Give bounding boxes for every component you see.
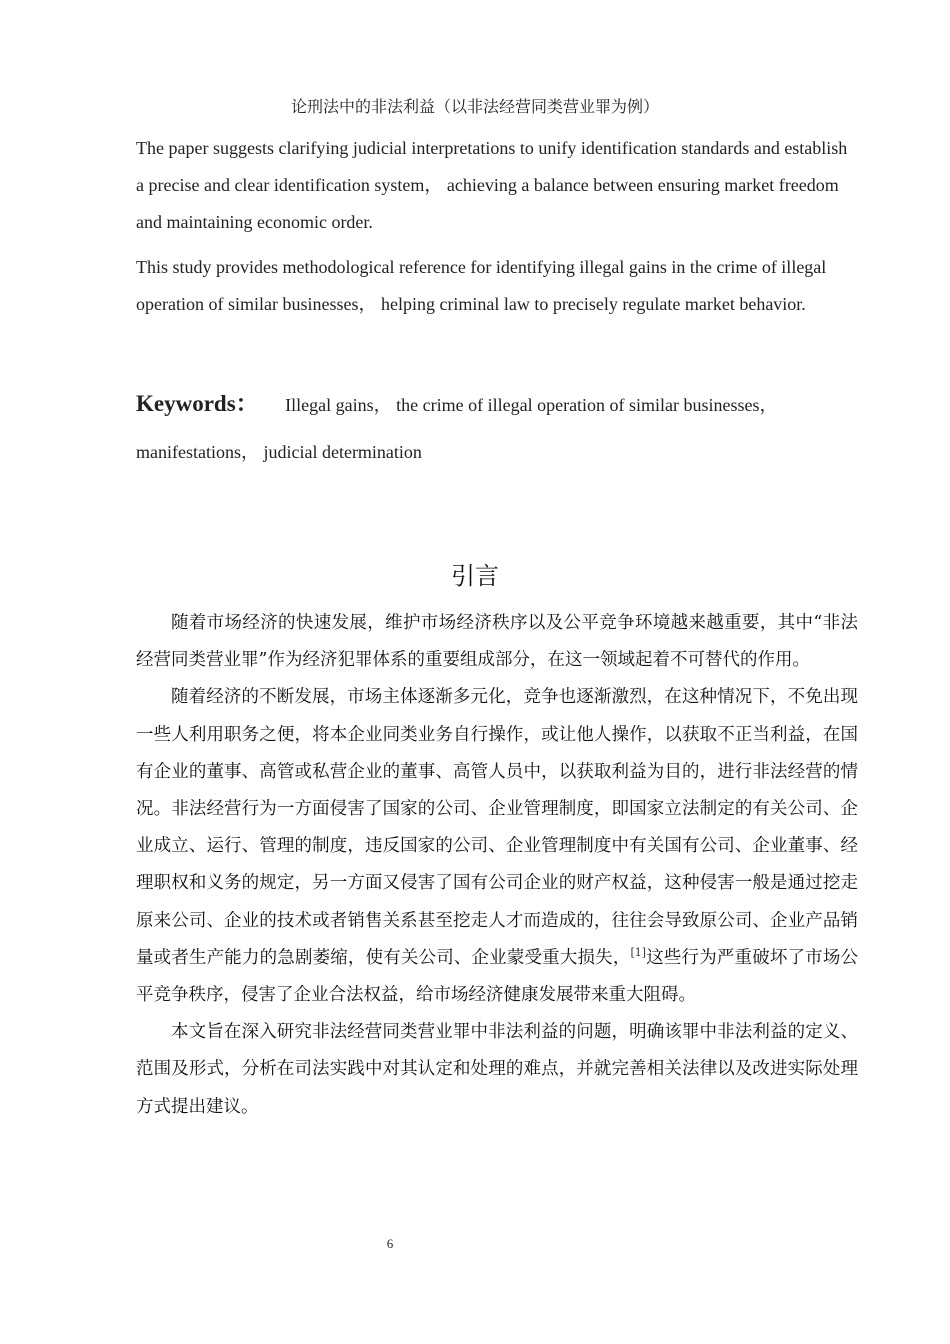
introduction-body bbox=[136, 605, 858, 1126]
abstract-text: This study provides methodological reference for identifying illegal gains in the crime of illegal operation of similar businesses， helping criminal law to precisely regulate market behavior. bbox=[136, 257, 827, 314]
section-title: 引言 bbox=[451, 562, 499, 590]
abstract-paragraph-1 bbox=[136, 130, 856, 241]
keywords-list: Illegal gains， the crime of illegal operation of similar businesses， bbox=[285, 395, 778, 415]
abstract-paragraph-2 bbox=[136, 249, 856, 323]
keywords-line bbox=[136, 385, 856, 418]
intro-paragraph-1: 随着市场经济的快速发展，维护市场经济秩序以及公平竞争环境越来越重要，其中“非法经营同类营业罪”作为经济犯罪体系的重要组成部分，在这一领域起着不可替代的作用。 bbox=[136, 613, 858, 671]
citation-ref[interactable]: [1] bbox=[630, 946, 647, 959]
intro-paragraph-2-text: 随着经济的不断发展，市场主体逐渐多元化，竞争也逐渐激烈，在这种情况下，不免出现一些人利用职务之便，将本企业同类业务自行操作，或让他人操作，以获取不正当利益，在国有企业的董事、高管或私营企业的董事、高管人员中，以获取利益为目的，进行非法经营的情况。非法经营行为一方面侵害了国家的公司、企业管理制度，即国家立法制定的有关公司、企业成立、运行、管理的制度，违反国家的公司、企业管理制度中有关国有公司、企业董事、经理职权和义务的规定，另一方面又侵害了国有公司企业的财产权益，这种侵害一般是通过挖走原来公司、企业的技术或者销售关系甚至挖走人才而造成的，往往会导致原公司、企业产品销量或者生产能力的急剧萎缩，使有关公司、企业蒙受重大损失， bbox=[136, 687, 858, 968]
keywords-label: Keywords： bbox=[136, 391, 259, 416]
intro-paragraph-2 bbox=[136, 679, 858, 1014]
abstract-text: The paper suggests clarifying judicial interpretations to unify identification standards and establish a precise and clear identification system， achieving a balance between ensuring market freedom and maintaining economic order. bbox=[136, 138, 848, 232]
keywords-list-continued: manifestations， judicial determination bbox=[136, 442, 422, 462]
page-number: 6 bbox=[386, 1236, 394, 1251]
intro-paragraph-2-tail: 这些行为严重破坏了市场公平竞争秩序，侵害了企业合法权益，给市场经济健康发展带来重大阻碍。 bbox=[136, 947, 858, 1006]
intro-paragraph-3: 本文旨在深入研究非法经营同类营业罪中非法利益的问题，明确该罪中非法利益的定义、范围及形式，分析在司法实践中对其认定和处理的难点，并就完善相关法律以及改进实际处理方式提出建议。 bbox=[136, 1022, 858, 1117]
running-header: 论刑法中的非法利益（以非法经营同类营业罪为例） bbox=[290, 97, 659, 116]
